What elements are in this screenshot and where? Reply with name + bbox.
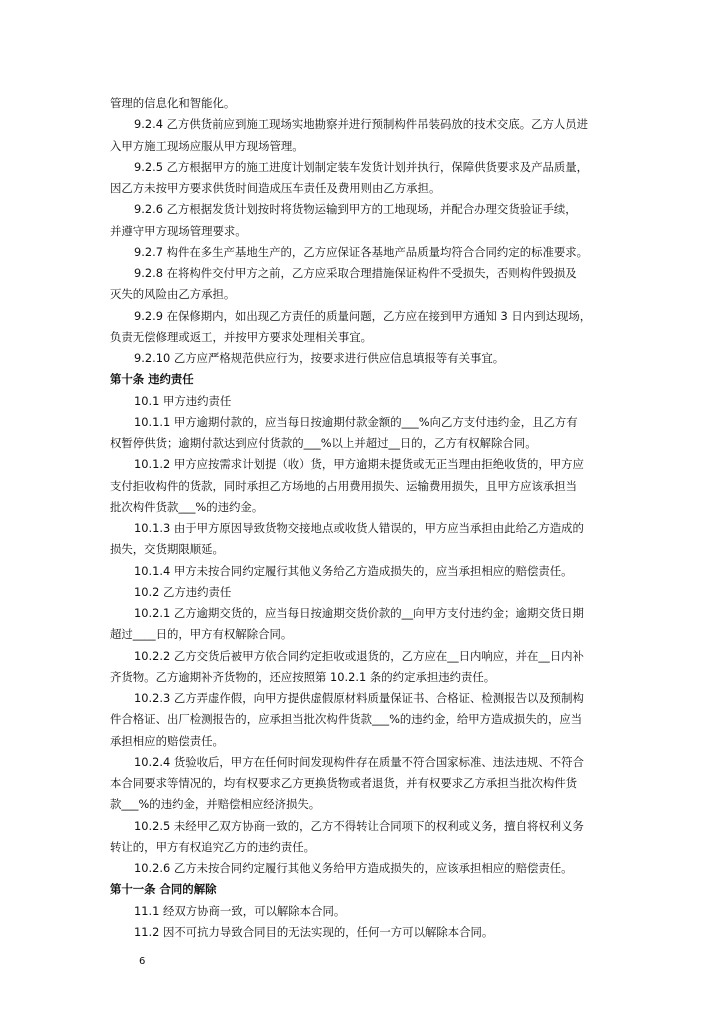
text-line: 10.2.3 乙方弄虚作假，向甲方提供虚假原材料质量保证书、合格证、检测报告以及预制构 xyxy=(134,691,584,705)
text-line: 入甲方施工现场应服从甲方现场管理。 xyxy=(110,138,304,153)
text-line: 10.1.4 甲方未按合同约定履行其他义务给乙方造成损失的，应当承担相应的赔偿责任。 xyxy=(134,563,573,578)
text-line: 负责无偿修理或返工，并按甲方要求处理相关事宜。 xyxy=(110,329,372,344)
text-line: 10.1 甲方违约责任 xyxy=(134,393,232,408)
text-line: 因乙方未按甲方要求供货时间造成压车责任及费用则由乙方承担。 xyxy=(110,181,441,195)
page-number: 6 xyxy=(139,956,146,967)
text-line: 款___%的违约金，并赔偿相应经济损失。 xyxy=(110,797,321,812)
text-line: 10.2.1 乙方逾期交货的，应当每日按逾期交货价款的__向甲方支付违约金；逾期交货日期 xyxy=(134,606,584,620)
text-line: 批次构件货款___%的违约金。 xyxy=(110,499,264,514)
text-line: 10.2.6 乙方未按合同约定履行其他义务给甲方造成损失的，应该承担相应的赔偿责任。 xyxy=(134,861,573,875)
text-line: 10.2.5 未经甲乙双方协商一致的，乙方不得转让合同项下的权利或义务，擅自将权利义务 xyxy=(134,818,584,833)
text-line: 并遵守甲方现场管理要求。 xyxy=(110,223,247,238)
text-line: 11.1 经双方协商一致，可以解除本合同。 xyxy=(134,903,346,918)
section-heading: 第十条 违约责任 xyxy=(110,372,194,387)
text-line: 10.2.2 乙方交货后被甲方依合同约定拒收或退货的，乙方应在__日内响应，并在__日内补 xyxy=(134,648,584,663)
text-line: 10.1.3 由于甲方原因导致货物交接地点或收货人错误的，甲方应当承担由此给乙方造成的 xyxy=(134,521,584,535)
text-line: 超过____日的，甲方有权解除合同。 xyxy=(110,627,293,642)
text-line: 11.2 因不可抗力导致合同目的无法实现的，任何一方可以解除本合同。 xyxy=(134,924,494,939)
text-line: 管理的信息化和智能化。 xyxy=(110,96,236,110)
text-line: 9.2.5 乙方根据甲方的施工进度计划制定装车发货计划并执行，保障供货要求及产品质量， xyxy=(134,159,589,174)
text-line: 灭失的风险由乙方承担。 xyxy=(110,287,236,302)
text-line: 支付拒收构件的货款，同时承担乙方场地的占用费用损失、运输费用损失，且甲方应该承担当 xyxy=(110,478,578,493)
text-line: 9.2.8 在将构件交付甲方之前，乙方应采取合理措施保证构件不受损失，否则构件毁损及 xyxy=(134,266,577,280)
text-line: 9.2.6 乙方根据发货计划按时将货物运输到甲方的工地现场，并配合办理交货验证手续， xyxy=(134,202,577,217)
document-body xyxy=(110,93,626,943)
text-line: 9.2.9 在保修期内，如出现乙方责任的质量问题，乙方应在接到甲方通知 3 日内到达现场， xyxy=(134,308,592,323)
text-line: 本合同要求等情况的，均有权要求乙方更换货物或者退货，并有权要求乙方承担当批次构件货 xyxy=(110,776,578,790)
text-line: 承担相应的赔偿责任。 xyxy=(110,733,224,748)
text-line: 9.2.10 乙方应严格规范供应行为，按要求进行供应信息填报等有关事宜。 xyxy=(134,351,505,365)
text-line: 9.2.7 构件在多生产基地生产的，乙方应保证各基地产品质量均符合合同约定的标准要求。 xyxy=(134,244,589,259)
text-line: 转让的，甲方有权追究乙方的违约责任。 xyxy=(110,839,316,854)
section-heading: 第十一条 合同的解除 xyxy=(110,882,217,897)
text-line: 10.2.4 货验收后，甲方在任何时间发现构件存在质量不符合国家标准、违法违规、不符合 xyxy=(134,754,584,769)
text-line: 损失，交货期限顺延。 xyxy=(110,542,224,557)
text-line: 10.1.2 甲方应按需求计划提（收）货，甲方逾期未提货或无正当理由拒绝收货的，甲方应 xyxy=(134,457,584,472)
text-line: 齐货物。乙方逾期补齐货物的，还应按照第 10.2.1 条的约定承担违约责任。 xyxy=(110,669,496,684)
text-line: 权暂停供货；逾期付款达到应付货款的___%以上并超过__日的，乙方有权解除合同。 xyxy=(110,436,537,450)
text-line: 10.2 乙方违约责任 xyxy=(134,584,232,599)
text-line: 件合格证、出厂检测报告的，应承担当批次构件货款___%的违约金，给甲方造成损失的，应当 xyxy=(110,712,583,727)
text-line: 9.2.4 乙方供货前应到施工现场实地勘察并进行预制构件吊装码放的技术交底。乙方人员进 xyxy=(134,117,589,132)
text-line: 10.1.1 甲方逾期付款的，应当每日按逾期付款金额的___%向乙方支付违约金，且乙方有 xyxy=(134,414,578,429)
